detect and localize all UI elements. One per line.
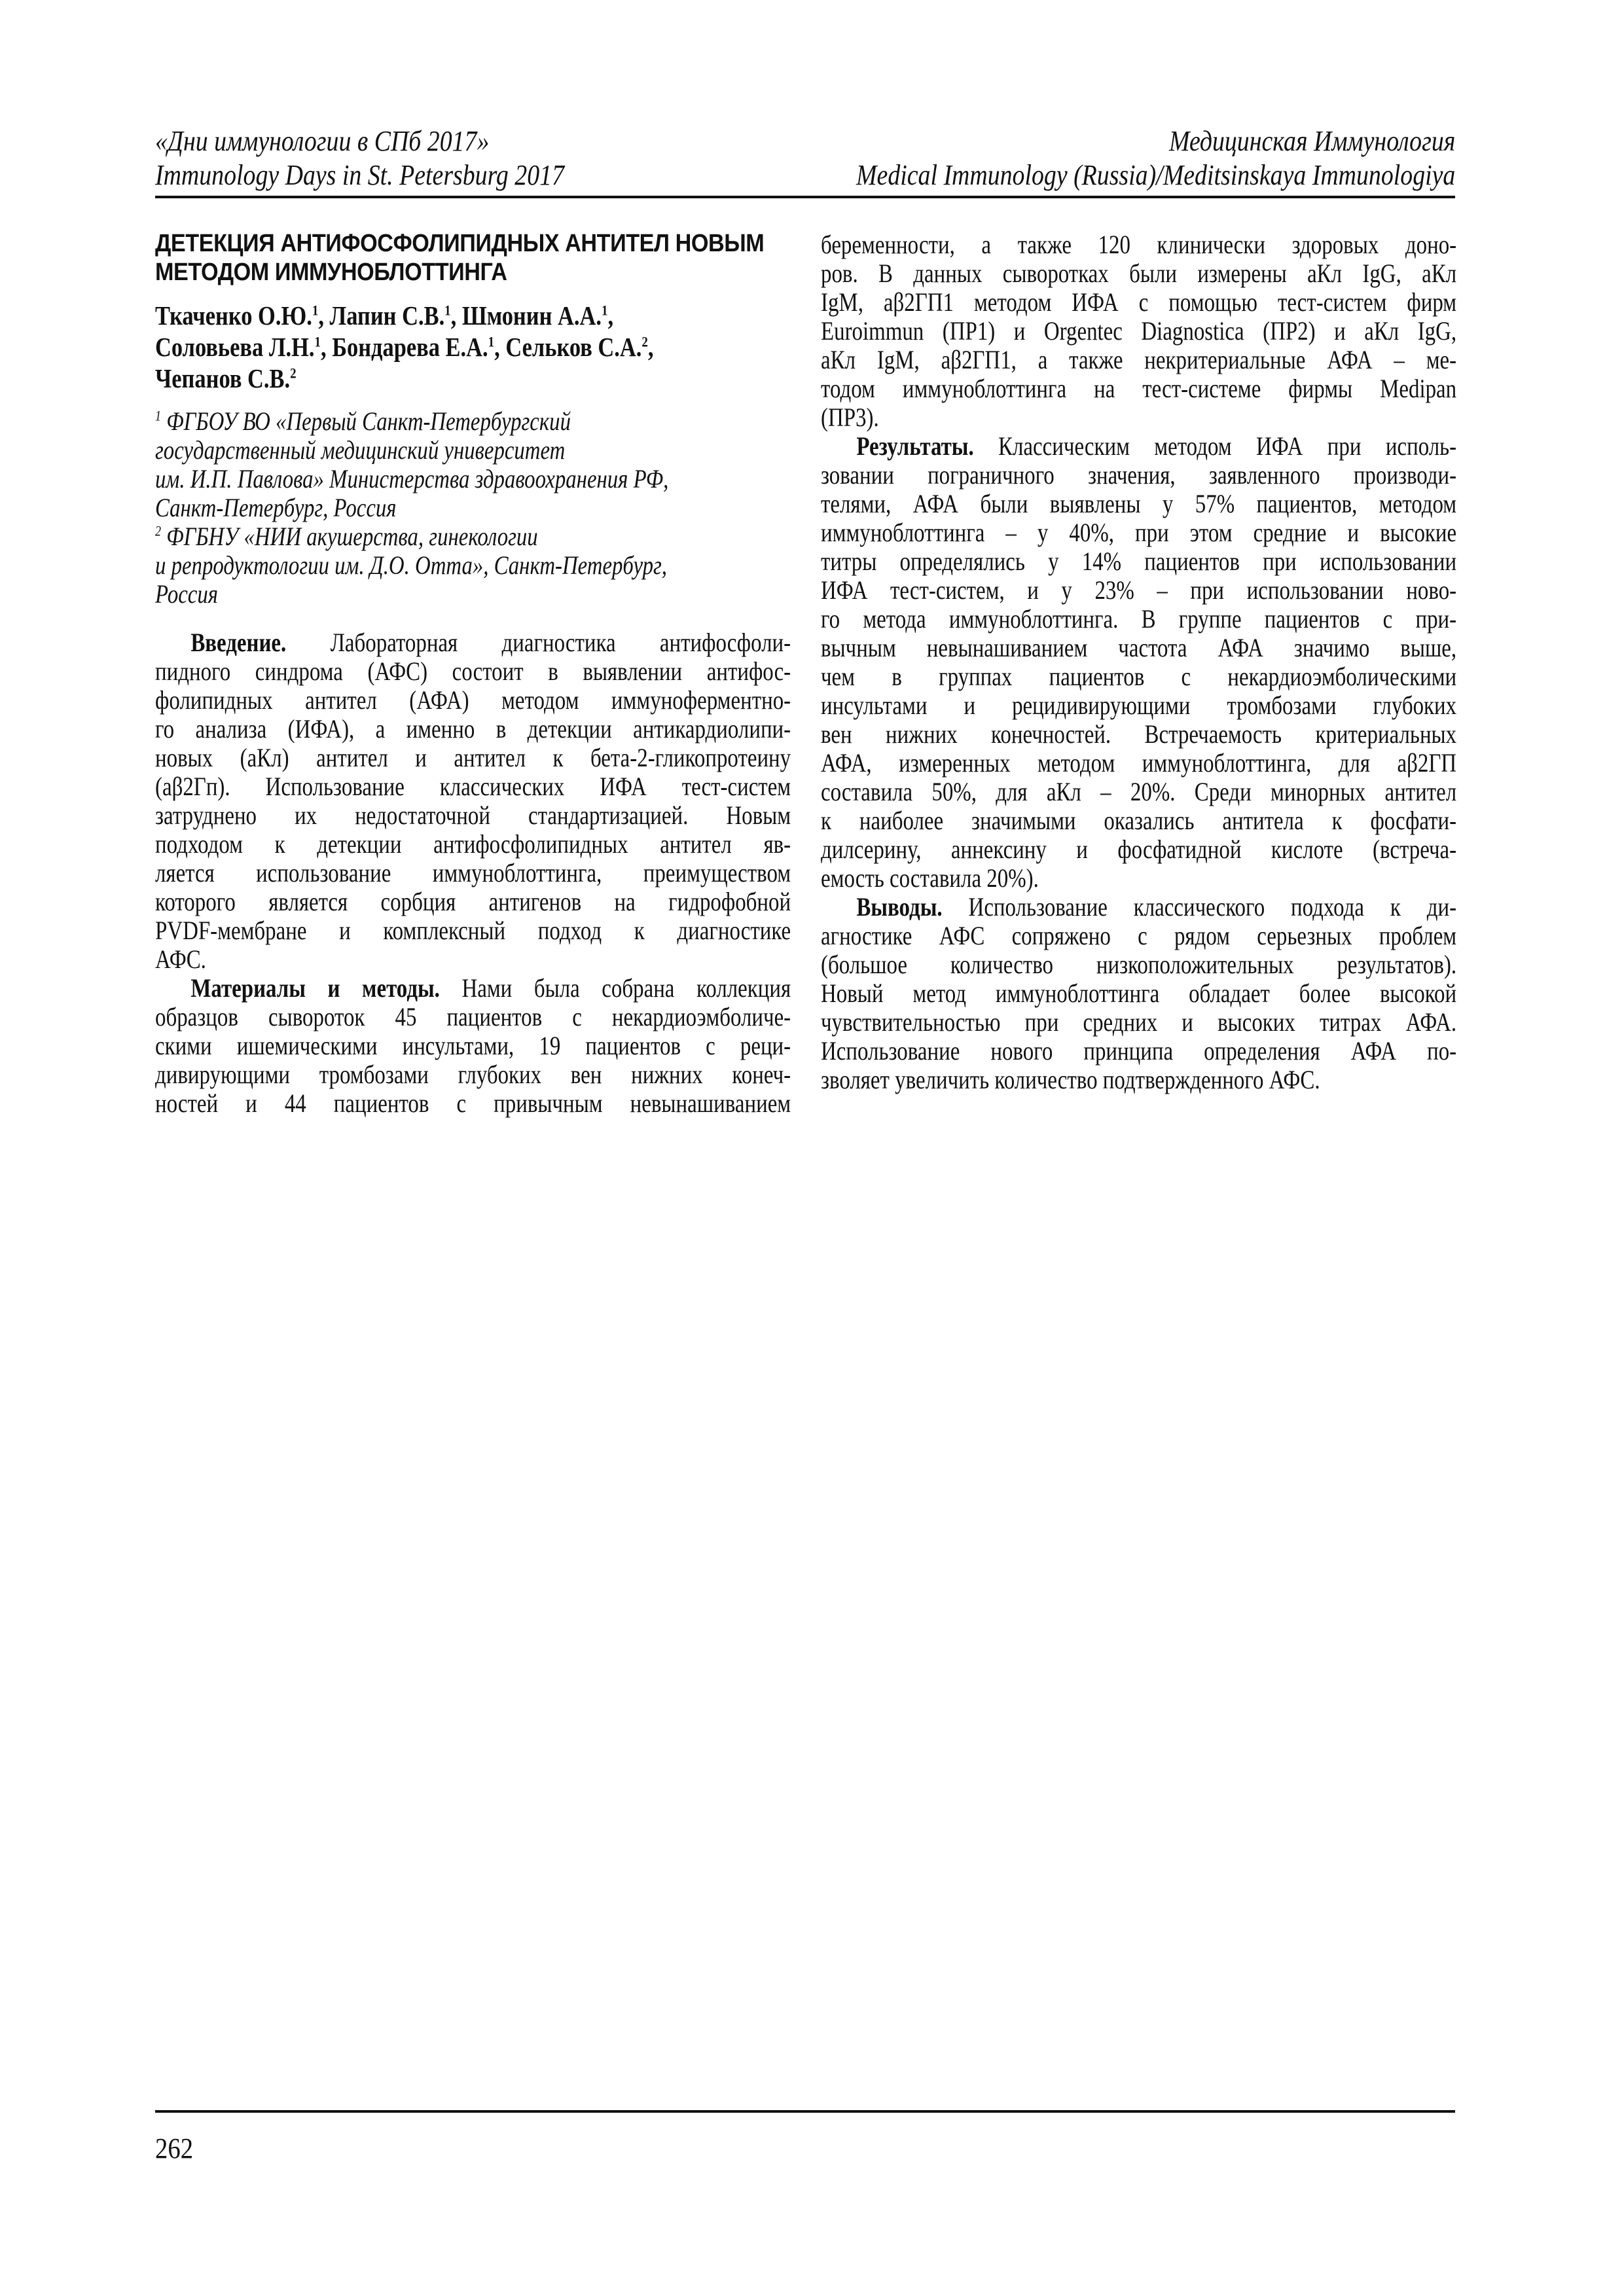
section-heading: Материалы и методы. (190, 973, 440, 1003)
article-title (155, 229, 791, 287)
footer-rule (155, 2110, 1455, 2113)
text-span: Лабораторная диагностика антифосфоли- (330, 628, 791, 657)
text-line: ИФА тест-систем, и у 23% – при использовании ново- (821, 575, 1457, 605)
affiliation-text: ФГБОУ ВО «Первый Санкт-Петербургский (166, 406, 571, 436)
text-line: го метода иммуноблоттинга. В группе пациентов с при- (821, 604, 1457, 634)
affiliation-line: государственный медицинский университет (155, 435, 566, 465)
text-span: Использование классического подхода к ди- (968, 892, 1457, 922)
text-line: титры определялись у 14% пациентов при использовании (821, 547, 1457, 576)
affiliation-marker: 1 (444, 302, 451, 319)
text-line: Euroimmun (ПР1) и Orgentec Diagnostica (ПР2) и аКл IgG, (821, 316, 1457, 346)
journal-title-en: Medical Immunology (Russia)/Meditsinskaya Immunologiya (856, 159, 1455, 191)
text-line: инсультами и рецидивирующими тромбозами глубоких (821, 691, 1457, 720)
affiliation-marker: 2 (641, 333, 648, 350)
text-line: которого является сорбция антигенов на гидрофобной (155, 887, 791, 916)
affiliation-marker: 1 (602, 302, 608, 319)
author-list (155, 300, 791, 394)
text-line (155, 974, 791, 1003)
text-line: (большое количество низкоположительных результатов). (821, 950, 1457, 979)
text-line: подходом к детекции антифосфолипидных антител яв- (155, 829, 791, 859)
affiliation-marker: 1 (312, 302, 319, 319)
text-line: телями, АФА были выявлены у 57% пациентов, методом (821, 489, 1457, 518)
section-methods (155, 974, 791, 1118)
affiliation-marker: 2 (290, 365, 297, 382)
text-line: ностей и 44 пациентов с привычным невынашиванием (155, 1088, 791, 1118)
text-line: пидного синдрома (АФС) состоит в выявлении антифос- (155, 656, 791, 686)
text-line: беременности, а также 120 клинически здоровых доно- (821, 230, 1457, 259)
conference-title-ru: «Дни иммунологии в СПб 2017» (155, 125, 490, 157)
title-line: МЕТОДОМ ИММУНОБЛОТТИНГА (155, 259, 507, 286)
title-line: ДЕТЕКЦИЯ АНТИФОСФОЛИПИДНЫХ АНТИТЕЛ НОВЫМ (155, 230, 765, 257)
text-line: PVDF-мембране и комплексный подход к диагностике (155, 916, 791, 945)
section-results (821, 432, 1457, 893)
author-line (155, 363, 689, 394)
affiliation-line: Россия (155, 579, 219, 609)
affiliation-line (155, 522, 677, 551)
text-line: вычным невынашиванием частота АФА значимо выше, (821, 633, 1457, 662)
text-line: дилсерину, аннексину и фосфатидной кислоте (встреча- (821, 834, 1457, 864)
author-line: Соловьева Л.Н.$^1$, Бондарева Е.А.$^1$, Сельков С.А.$^2$, (155, 332, 654, 362)
section-methods-continued (821, 230, 1457, 432)
author-name: Лапин С.В. (329, 300, 445, 331)
text-line: дивирующими тромбозами глубоких вен нижних конеч- (155, 1060, 791, 1089)
right-column (821, 230, 1457, 1094)
author-name: Сельков С.А. (505, 332, 642, 362)
affiliation-marker: 1 (488, 333, 495, 350)
text-line: (ПР3). (821, 403, 879, 432)
header-rule (155, 196, 1455, 198)
section-heading: Результаты. (856, 431, 974, 461)
author-name: Шмонин А.А. (461, 300, 602, 331)
text-line: АФС. (155, 944, 206, 974)
author-name: Бондарева Е.А. (332, 332, 488, 362)
text-line (821, 893, 1456, 922)
section-introduction (155, 628, 791, 974)
author-name: Чепанов С.В. (155, 363, 291, 393)
section-heading: Выводы. (856, 892, 943, 922)
text-line: новых (аКл) антител и антител к бета-2-гликопротеину (155, 743, 791, 772)
affiliation-number: 1 (155, 407, 162, 424)
section-conclusions (821, 893, 1457, 1094)
affiliation-text: ФГБНУ «НИИ акушерства, гинекологии (166, 522, 538, 551)
author-line: Ткаченко О.Ю.$^1$, Лапин С.В.$^1$, Шмонин А.А.$^1$, (155, 300, 614, 331)
text-line: чувствительностью при средних и высоких титрах АФА. (821, 1007, 1457, 1037)
left-column (155, 229, 791, 1118)
affiliation-line: Санкт-Петербург, Россия (155, 493, 397, 522)
text-span: Классическим методом ИФА при исполь- (998, 431, 1457, 461)
journal-title-ru: Медицинская Иммунология (1168, 125, 1455, 157)
text-line (821, 432, 1456, 461)
text-line: агностике АФС сопряжено с рядом серьезных проблем (821, 921, 1457, 950)
text-line: емость составила 20%). (821, 863, 1039, 893)
text-line: зволяет увеличить количество подтвержденного АФС. (821, 1065, 1320, 1094)
text-line: скими ишемическими инсультами, 19 пациентов с реци- (155, 1031, 791, 1060)
affiliation-line (155, 407, 677, 436)
text-line: го анализа (ИФА), а именно в детекции антикардиолипи- (155, 714, 791, 744)
text-line: тодом иммуноблоттинга на тест-системе фирмы Medipan (821, 374, 1457, 403)
text-line: затруднено их недостаточной стандартизацией. Новым (155, 800, 791, 830)
text-line: ров. В данных сыворотках были измерены аКл IgG, аКл (821, 259, 1457, 288)
text-line (155, 628, 791, 657)
section-heading: Введение. (190, 628, 287, 657)
text-line: иммуноблоттинга – у 40%, при этом средние и высокие (821, 518, 1457, 547)
conference-title-en: Immunology Days in St. Petersburg 2017 (155, 159, 564, 191)
text-line: Использование нового принципа определения АФА по- (821, 1036, 1457, 1066)
text-line: к наиболее значимыми оказались антитела к фосфати- (821, 806, 1457, 835)
text-line: зовании пограничного значения, заявленного производи- (821, 460, 1457, 490)
affiliation-line: им. И.П. Павлова» Министерства здравоохранения РФ, (155, 464, 669, 493)
text-span: Нами была собрана коллекция (461, 973, 791, 1003)
text-line: образцов сывороток 45 пациентов с некардиоэмболиче- (155, 1002, 791, 1031)
text-line: составила 50%, для аКл – 20%. Среди минорных антител (821, 777, 1457, 806)
affiliations (155, 407, 791, 609)
author-name: Соловьева Л.Н. (155, 332, 315, 362)
text-line: вен нижних конечностей. Встречаемость критериальных (821, 719, 1457, 749)
text-line: чем в группах пациентов с некардиоэмболическими (821, 662, 1457, 691)
text-line: аКл IgM, аβ2ГП1, а также некритериальные АФА – ме- (821, 345, 1457, 374)
author-name: Ткаченко О.Ю. (155, 300, 312, 331)
text-line: (аβ2Гп). Использование классических ИФА тест-систем (155, 772, 791, 801)
running-header-left (155, 124, 631, 192)
page-number: 262 (155, 2132, 194, 2164)
text-line: Новый метод иммуноблоттинга обладает более высокой (821, 978, 1457, 1008)
running-header-right (759, 124, 1455, 192)
text-line: фолипидных антител (АФА) методом иммуноферментно- (155, 685, 791, 715)
affiliation-number: 2 (155, 522, 162, 539)
affiliation-marker: 1 (314, 333, 321, 350)
text-line: IgM, аβ2ГП1 методом ИФА с помощью тест-систем фирм (821, 287, 1457, 317)
affiliation-line: и репродуктологии им. Д.О. Отта», Санкт-Петербург, (155, 550, 668, 580)
text-line: ляется использование иммуноблоттинга, преимуществом (155, 858, 791, 888)
text-line: АФА, измеренных методом иммуноблоттинга, для аβ2ГП (821, 748, 1457, 778)
